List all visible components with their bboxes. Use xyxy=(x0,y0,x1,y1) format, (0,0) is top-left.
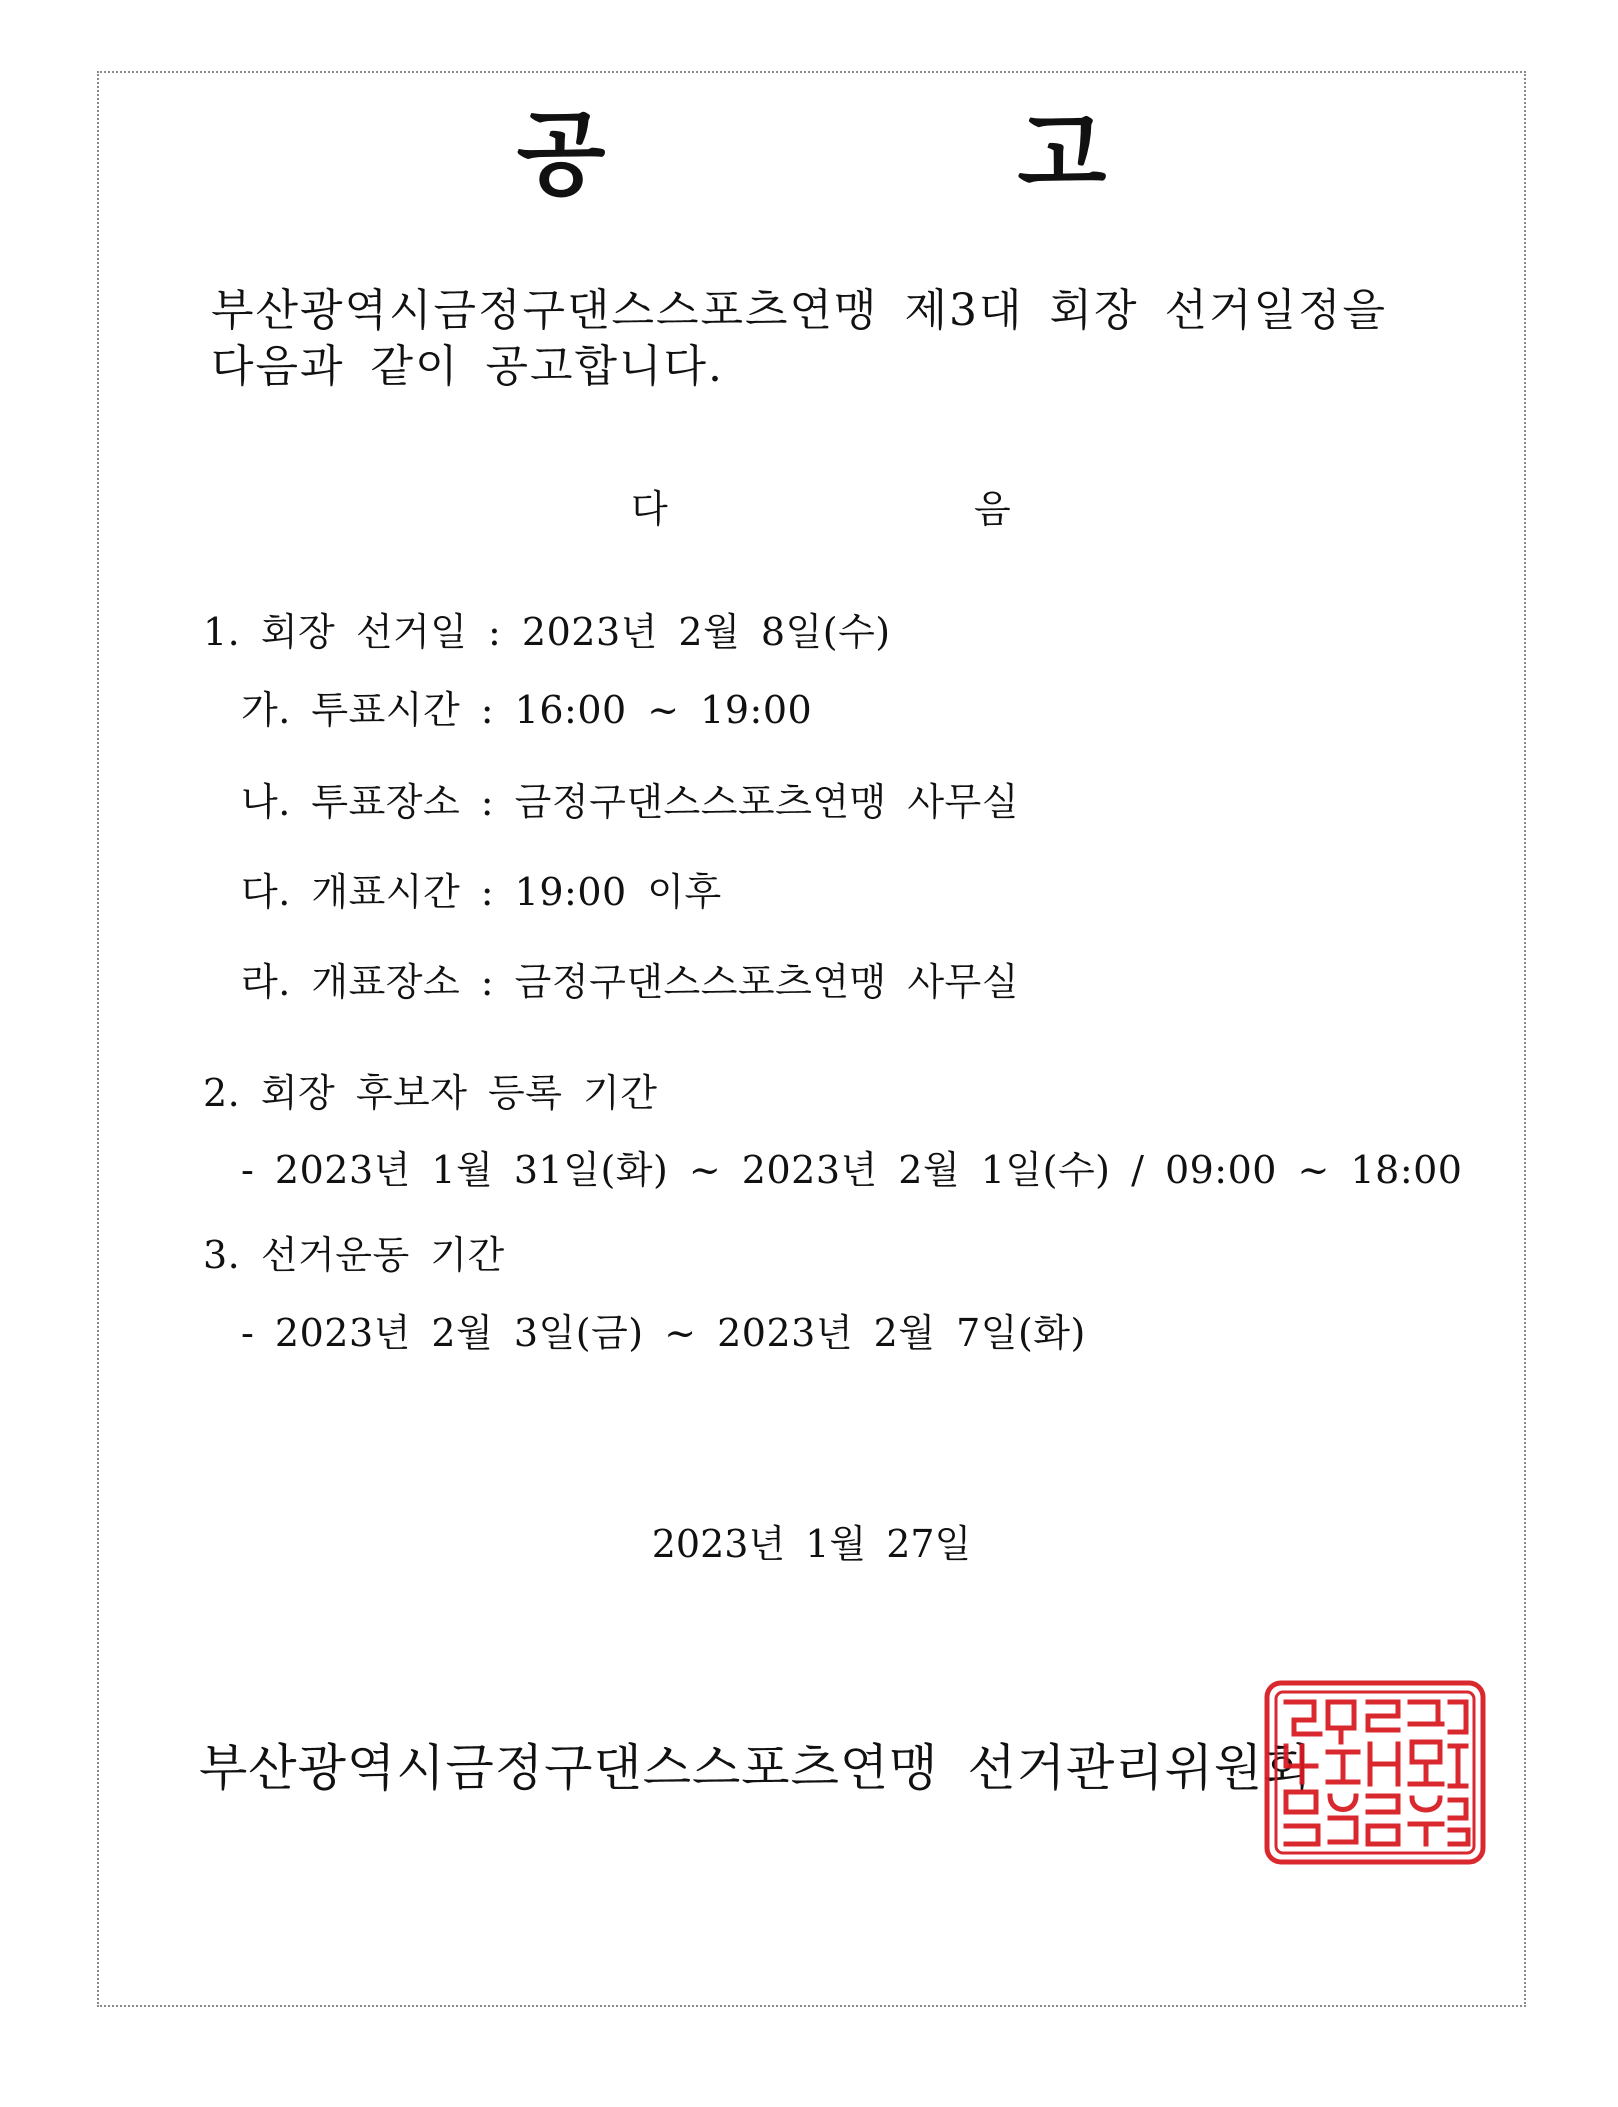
item-campaign-heading: 3. 선거운동 기간 xyxy=(203,1233,505,1277)
daeum-right: 음 xyxy=(974,487,1011,531)
item-registration-heading: 2. 회장 후보자 등록 기간 xyxy=(203,1071,658,1115)
item-voting-place: 나. 투표장소 : 금정구댄스스포츠연맹 사무실 xyxy=(241,780,1019,824)
intro-line-1: 부산광역시금정구댄스스포츠연맹 제3대 회장 선거일정을 xyxy=(211,285,1388,336)
item-counting-time: 다. 개표시간 : 19:00 이후 xyxy=(241,870,722,914)
item-voting-time: 가. 투표시간 : 16:00 ~ 19:00 xyxy=(241,688,813,732)
official-seal-icon xyxy=(1264,1680,1486,1865)
intro-paragraph xyxy=(211,283,1441,395)
organization-name: 부산광역시금정구댄스스포츠연맹 선거관리위원회 xyxy=(199,1739,1313,1797)
item-election-day: 1. 회장 선거일 : 2023년 2월 8일(수) xyxy=(203,610,891,654)
daeum-heading xyxy=(99,478,1524,531)
item-campaign-period: - 2023년 2월 3일(금) ~ 2023년 2월 7일(화) xyxy=(241,1311,1086,1355)
daeum-left: 다 xyxy=(631,487,668,531)
notice-title: 공 고 xyxy=(516,101,1297,208)
notice-sheet xyxy=(97,71,1526,2007)
notice-date: 2023년 1월 27일 xyxy=(651,1522,972,1566)
intro-line-2: 다음과 같이 공고합니다. xyxy=(211,341,724,392)
item-counting-place: 라. 개표장소 : 금정구댄스스포츠연맹 사무실 xyxy=(241,960,1019,1004)
item-registration-period: - 2023년 1월 31일(화) ~ 2023년 2월 1일(수) / 09:00 ~ 18:00 xyxy=(241,1148,1463,1192)
